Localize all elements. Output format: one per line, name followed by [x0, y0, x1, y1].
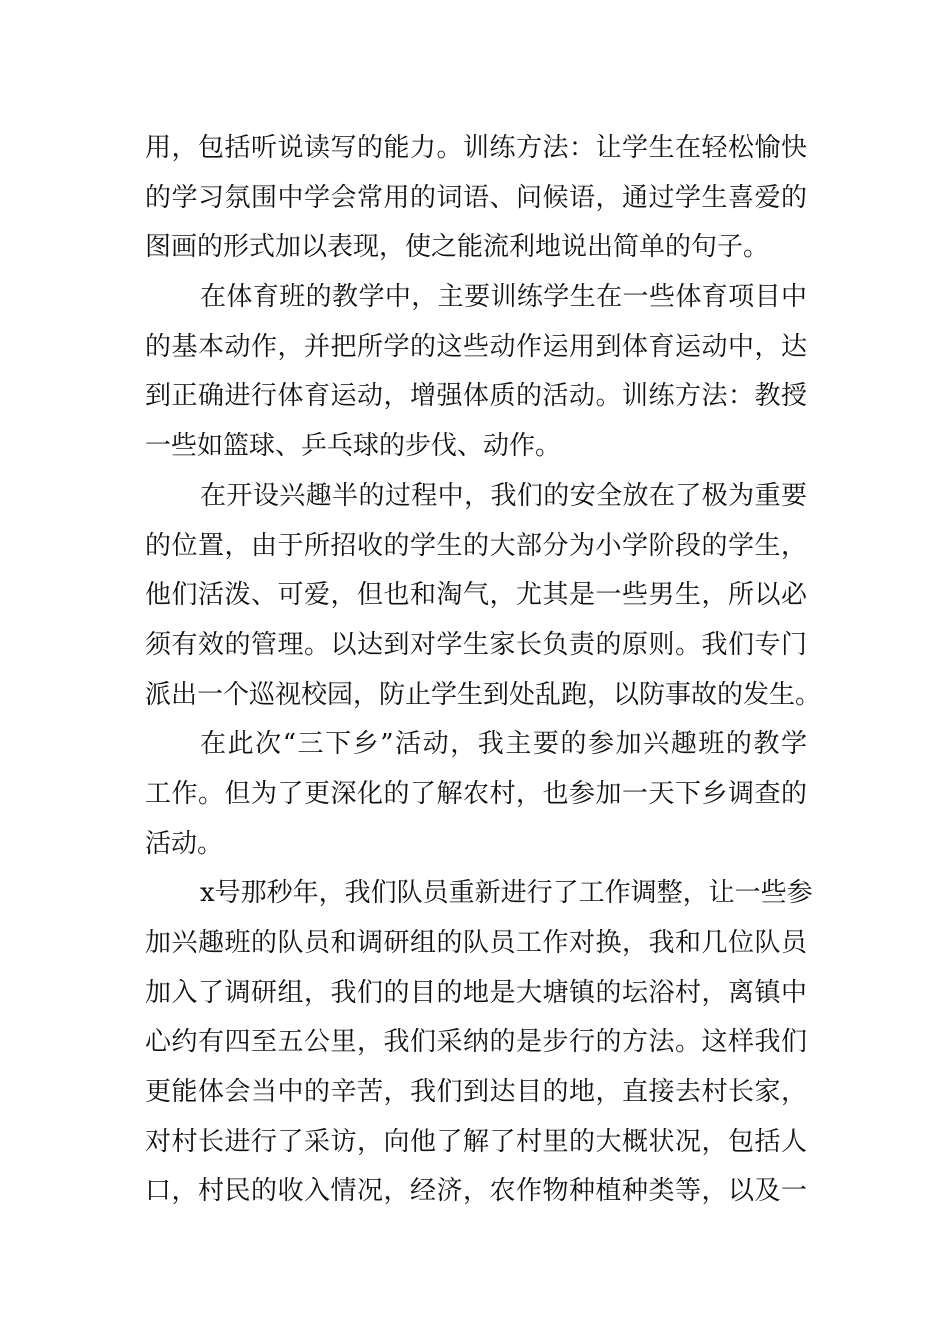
- text-line: x号那秒年，我们队员重新进行了工作调整，让一些参: [200, 878, 813, 909]
- text-line: 一些如篮球、乒乓球的步伐、动作。: [145, 431, 562, 462]
- text-line: 在此次“三下乡”活动，我主要的参加兴趣班的教学: [200, 729, 807, 760]
- text-line: 用，包括听说读写的能力。训练方法：让学生在轻松愉快: [145, 133, 807, 163]
- text-line: 在体育班的教学中，主要训练学生在一些体育项目中: [200, 282, 807, 313]
- text-line: 的基本动作，并把所学的这些动作运用到体育运动中，达: [145, 331, 807, 362]
- text-line: 工作。但为了更深化的了解农村，也参加一天下乡调查的: [145, 778, 807, 809]
- text-line: 他们活泼、可爱，但也和淘气，尤其是一些男生，所以必: [145, 580, 807, 611]
- document-body: [145, 124, 822, 1217]
- text-line: 须有效的管理。以达到对学生家长负责的原则。我们专门: [145, 629, 807, 660]
- text-line: 到正确进行体育运动，增强体质的活动。训练方法：教授: [145, 381, 807, 412]
- text-line: 派出一个巡视校园，防止学生到处乱跑，以防事故的发生。: [145, 679, 822, 710]
- text-line: 加入了调研组，我们的目的地是大塘镇的坛浴村，离镇中: [145, 977, 807, 1008]
- text-line: 加兴趣班的队员和调研组的队员工作对换，我和几位队员: [145, 928, 807, 958]
- text-line: 的学习氛围中学会常用的词语、问候语，通过学生喜爱的: [145, 182, 807, 213]
- text-line: 的位置，由于所招收的学生的大部分为小学阶段的学生，: [145, 530, 807, 561]
- document-page: [145, 124, 822, 1217]
- text-line: 在开设兴趣半的过程中，我们的安全放在了极为重要: [200, 480, 807, 511]
- text-line: 图画的形式加以表现，使之能流利地说出简单的句子。: [145, 232, 770, 263]
- text-line: 活动。: [145, 828, 224, 859]
- text-line: 心约有四至五公里，我们采纳的是步行的方法。这样我们: [145, 1027, 807, 1058]
- text-line: 对村长进行了采访，向他了解了村里的大概状况，包括人: [145, 1126, 807, 1157]
- text-line: 更能体会当中的辛苦，我们到达目的地，直接去村长家，: [145, 1077, 807, 1108]
- text-line: 口，村民的收入情况，经济，农作物种植种类等，以及一: [145, 1176, 807, 1207]
